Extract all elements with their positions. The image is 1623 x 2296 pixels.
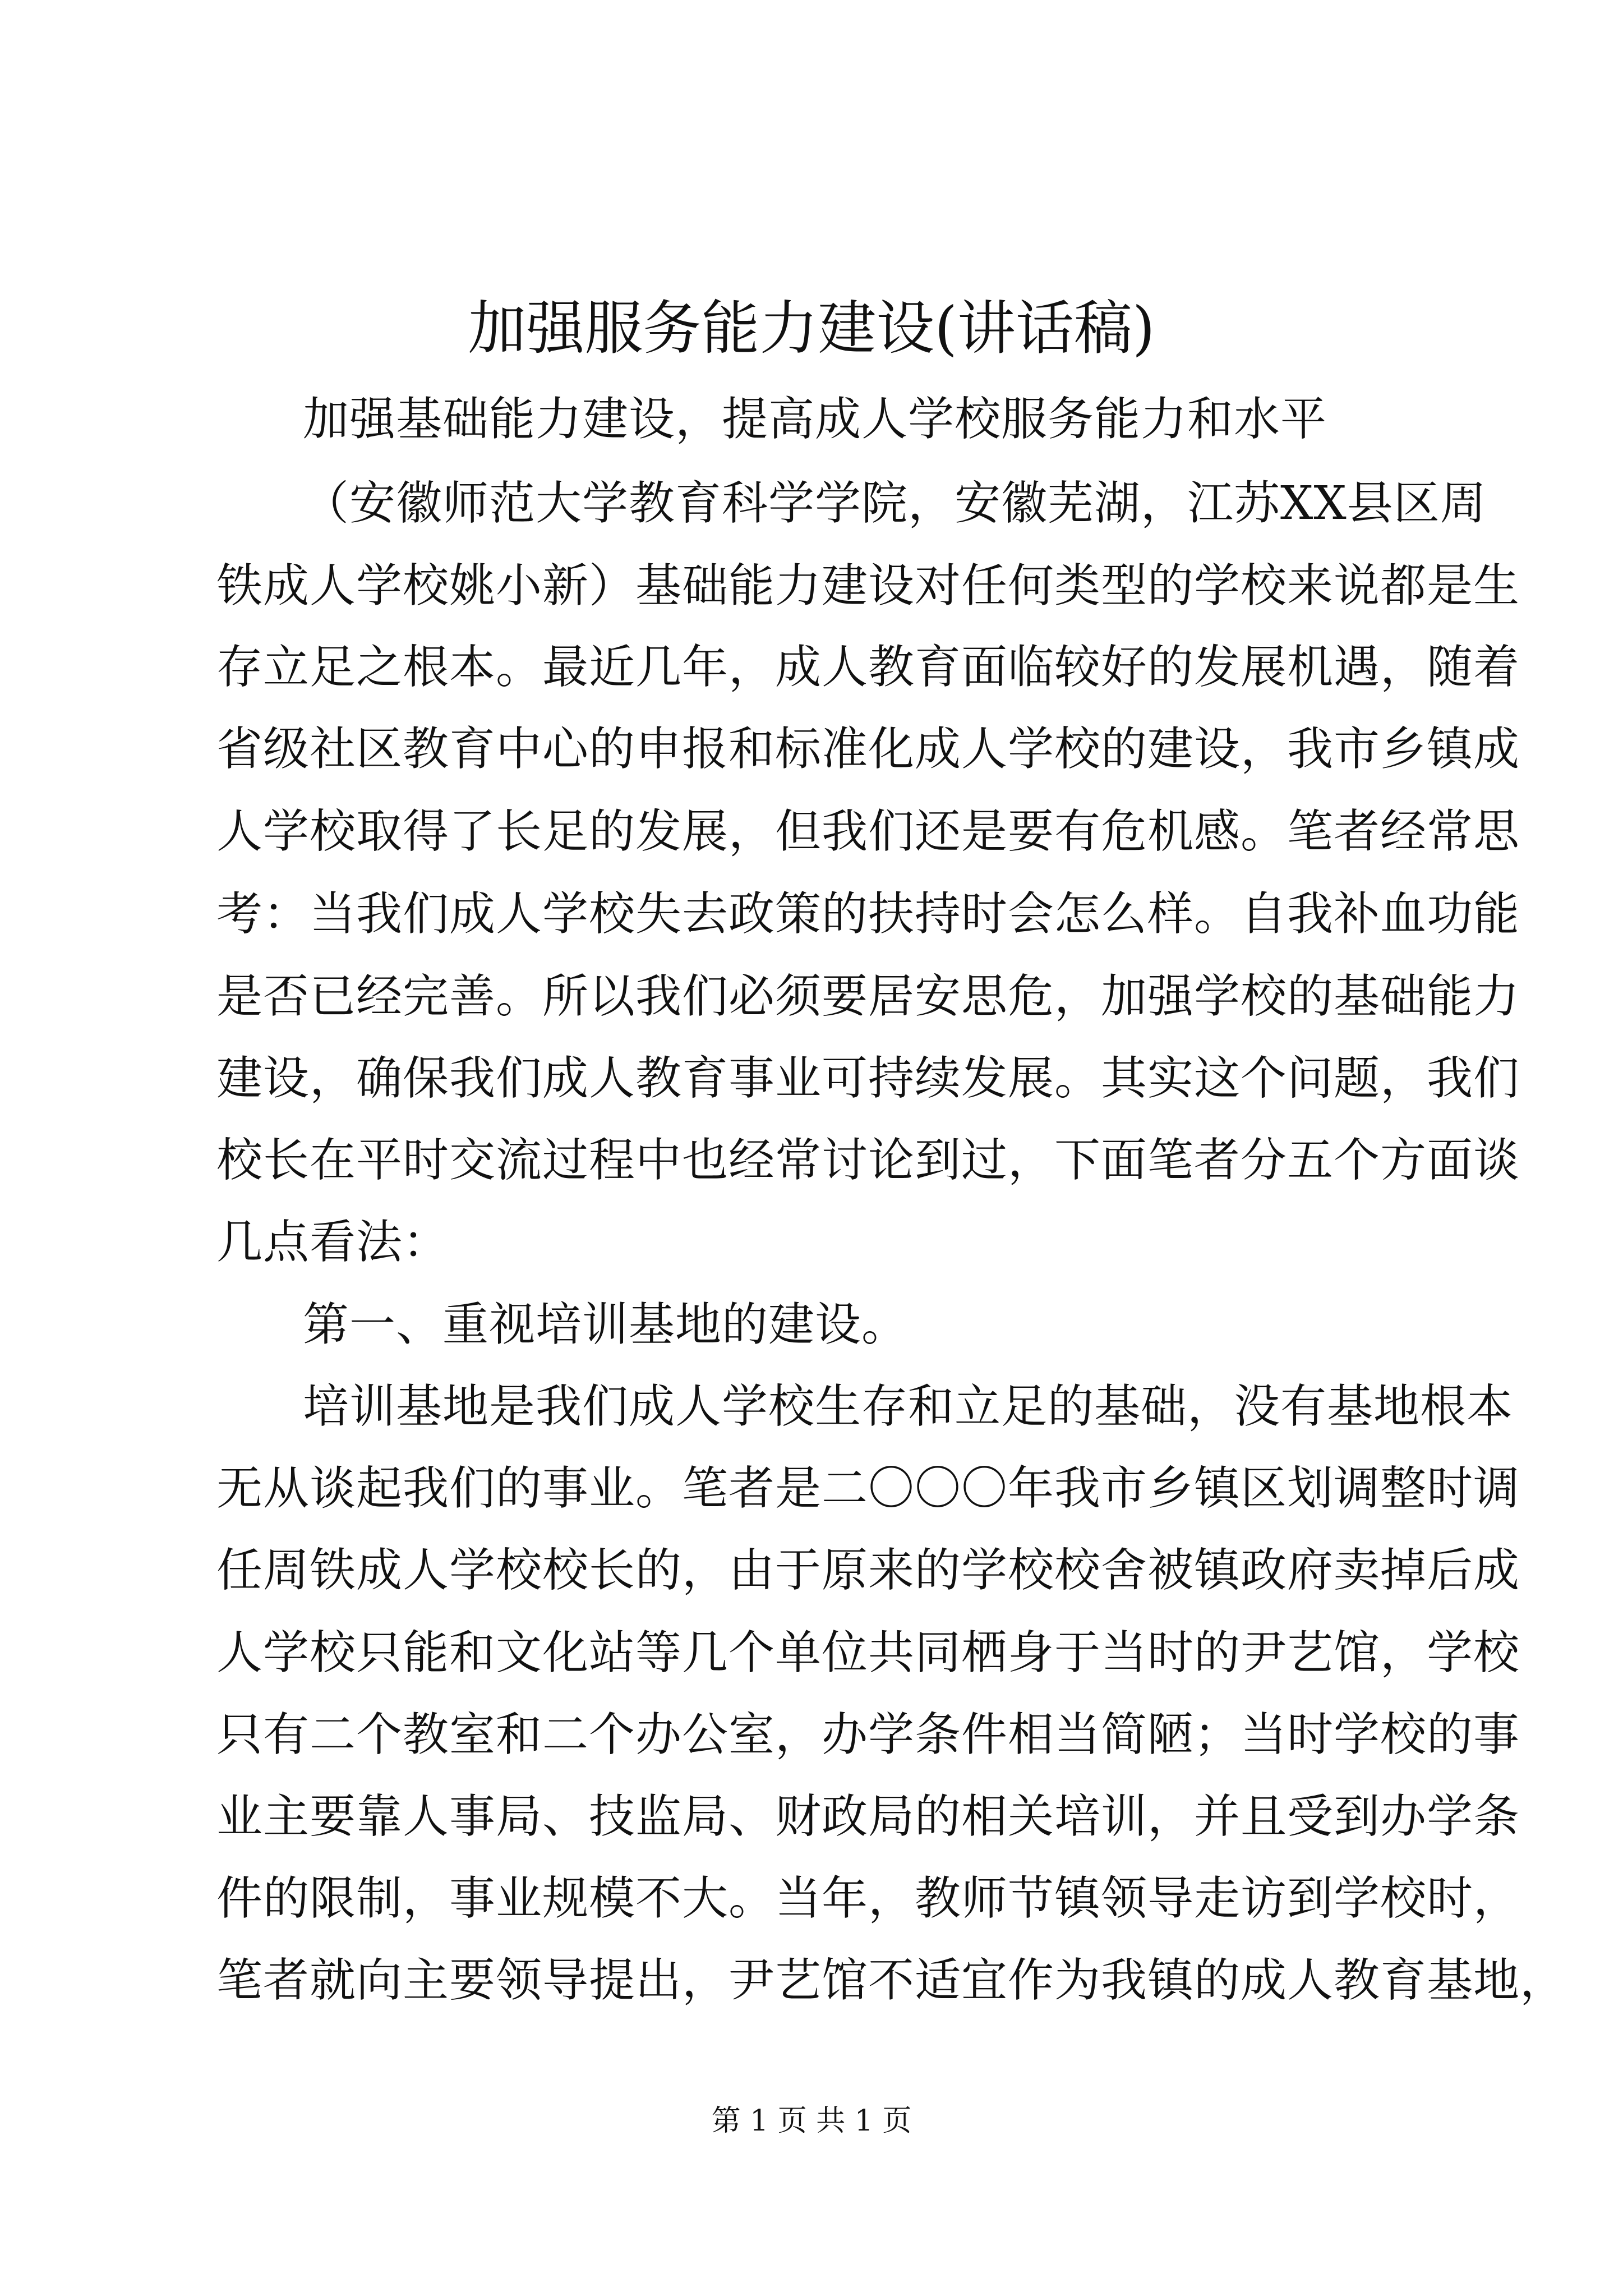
body-line: 笔者就向主要领导提出，尹艺馆不适宜作为我镇的成人教育基地， [216, 1954, 1567, 2007]
subtitle-line: 加强基础能力建设，提高成人学校服务能力和水平 [303, 393, 1327, 446]
body-line: 只有二个教室和二个办公室，办学条件相当简陋；当时学校的事 [216, 1708, 1520, 1761]
body-line: （安徽师范大学教育科学学院，安徽芜湖，江苏XX县区周 [303, 477, 1487, 530]
section-heading: 第一、重视培训基地的建设。 [303, 1298, 909, 1351]
body-line: 人学校只能和文化站等几个单位共同栖身于当时的尹艺馆，学校 [216, 1626, 1520, 1680]
page-number: 第 1 页 共 1 页 [711, 2104, 912, 2138]
body-line: 建设，确保我们成人教育事业可持续发展。其实这个问题，我们 [216, 1052, 1520, 1105]
body-line: 无从谈起我们的事业。笔者是二〇〇〇年我市乡镇区划调整时调 [216, 1462, 1520, 1515]
body-line: 铁成人学校姚小新）基础能力建设对任何类型的学校来说都是生 [216, 559, 1520, 613]
body-line: 业主要靠人事局、技监局、财政局的相关培训，并且受到办学条 [216, 1790, 1520, 1843]
body-line: 是否已经完善。所以我们必须要居安思危，加强学校的基础能力 [216, 970, 1520, 1023]
body-line: 人学校取得了长足的发展，但我们还是要有危机感。笔者经常思 [216, 805, 1520, 858]
document-title: 加强服务能力建设(讲话稿) [468, 294, 1155, 362]
body-line: 省级社区教育中心的申报和标准化成人学校的建设，我市乡镇成 [216, 723, 1520, 776]
body-line: 培训基地是我们成人学校生存和立足的基础，没有基地根本 [303, 1380, 1514, 1433]
body-line: 考：当我们成人学校失去政策的扶持时会怎么样。自我补血功能 [216, 887, 1520, 941]
body-line: 件的限制，事业规模不大。当年，教师节镇领导走访到学校时， [216, 1872, 1520, 1925]
body-line: 校长在平时交流过程中也经常讨论到过，下面笔者分五个方面谈 [216, 1134, 1520, 1187]
body-line: 存立足之根本。最近几年，成人教育面临较好的发展机遇，随着 [216, 641, 1520, 694]
body-line: 任周铁成人学校校长的，由于原来的学校校舍被镇政府卖掉后成 [216, 1544, 1520, 1597]
body-line: 几点看法： [216, 1216, 450, 1269]
